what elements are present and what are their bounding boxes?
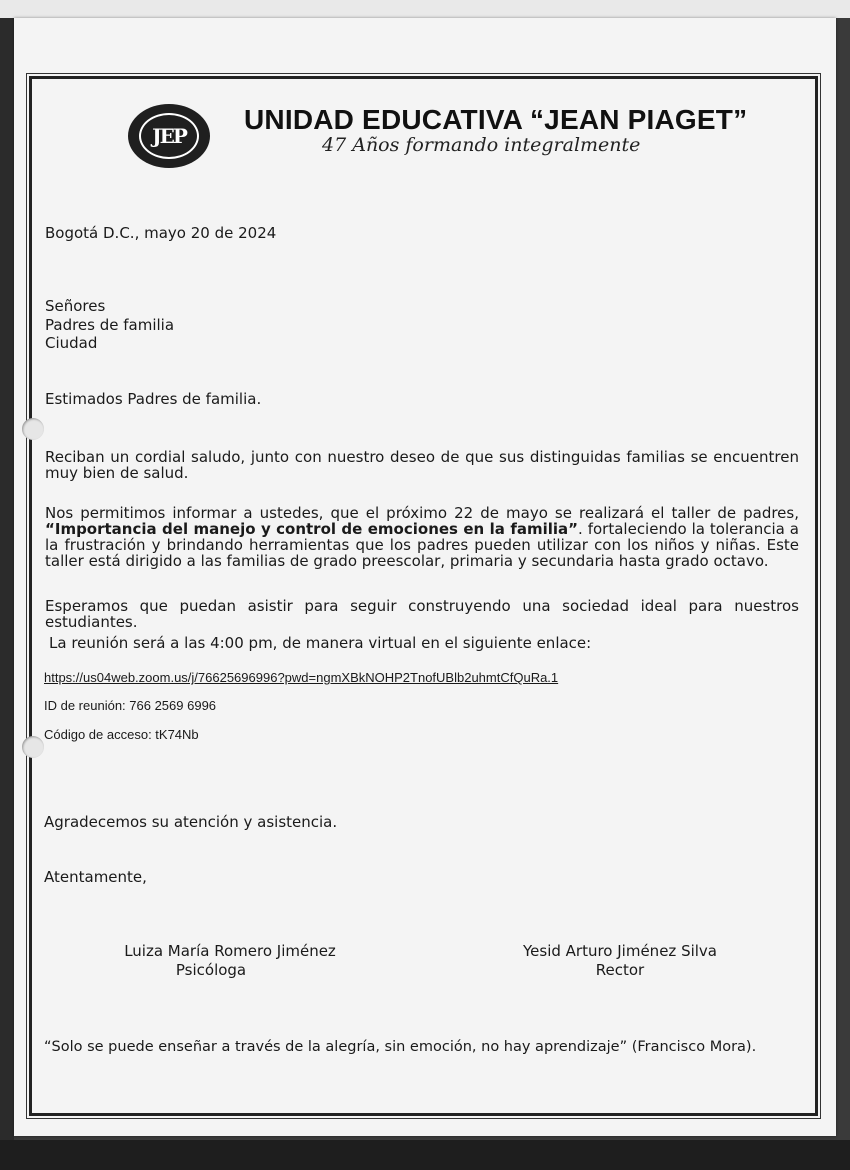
salutation: Estimados Padres de familia. — [45, 390, 262, 408]
thanks-line: Agradecemos su atención y asistencia. — [44, 813, 338, 831]
signatory-role: Psicóloga — [175, 961, 247, 979]
meeting-time-line: La reunión será a las 4:00 pm, de manera virtual en el siguiente enlace: — [49, 634, 592, 652]
paragraph-workshop — [45, 505, 799, 569]
zoom-link[interactable]: https://us04web.zoom.us/j/76625696996?pwd=ngmXBkNOHP2TnofUBlb2uhmtCfQuRa.1 — [44, 670, 559, 685]
scan-edge-left — [0, 0, 14, 1170]
date-line: Bogotá D.C., mayo 20 de 2024 — [45, 224, 277, 242]
recipient-line: Padres de familia — [45, 316, 175, 334]
signatory-psychologist — [110, 942, 350, 980]
closing-line: Atentamente, — [44, 868, 147, 886]
school-logo-monogram: JEP — [139, 113, 199, 159]
recipient-line: Señores — [45, 297, 106, 315]
scan-edge-bottom — [0, 1140, 850, 1170]
workshop-intro: Nos permitimos informar a ustedes, que el próximo 22 de mayo se realizará el taller de padres, — [45, 504, 799, 522]
signatory-rector — [505, 942, 735, 980]
workshop-title: “Importancia del manejo y control de emociones en la familia” — [45, 520, 578, 538]
signatory-role: Rector — [595, 961, 645, 979]
meeting-id: ID de reunión: 766 2569 6996 — [44, 698, 217, 713]
workshop-details: . fortaleciendo la tolerancia a la frustración y brindando herramientas que los padres pueden utilizar con los niños y niñas. Este taller está dirigido a las familias de grado preescolar, primaria y secundaria hasta grado octavo. — [45, 520, 799, 570]
scan-edge-top — [0, 0, 850, 18]
school-name: UNIDAD EDUCATIVA “JEAN PIAGET” — [244, 104, 748, 135]
school-motto: 47 Años formando integralmente — [322, 134, 641, 156]
signatory-name: Luiza María Romero Jiménez — [124, 942, 336, 960]
punch-hole — [22, 736, 44, 758]
closing-quote: “Solo se puede enseñar a través de la alegría, sin emoción, no hay aprendizaje” (Francisco Mora). — [44, 1039, 757, 1055]
paragraph-invitation: Esperamos que puedan asistir para seguir construyendo una sociedad ideal para nuestros estudiantes. — [45, 597, 799, 631]
paragraph-greeting: Reciban un cordial saludo, junto con nuestro deseo de que sus distinguidas familias se encuentren muy bien de salud. — [45, 448, 799, 482]
school-logo — [128, 104, 210, 168]
signatory-name: Yesid Arturo Jiménez Silva — [522, 942, 717, 960]
punch-hole — [22, 418, 44, 440]
access-code: Código de acceso: tK74Nb — [44, 727, 199, 742]
recipient-line: Ciudad — [45, 334, 98, 352]
